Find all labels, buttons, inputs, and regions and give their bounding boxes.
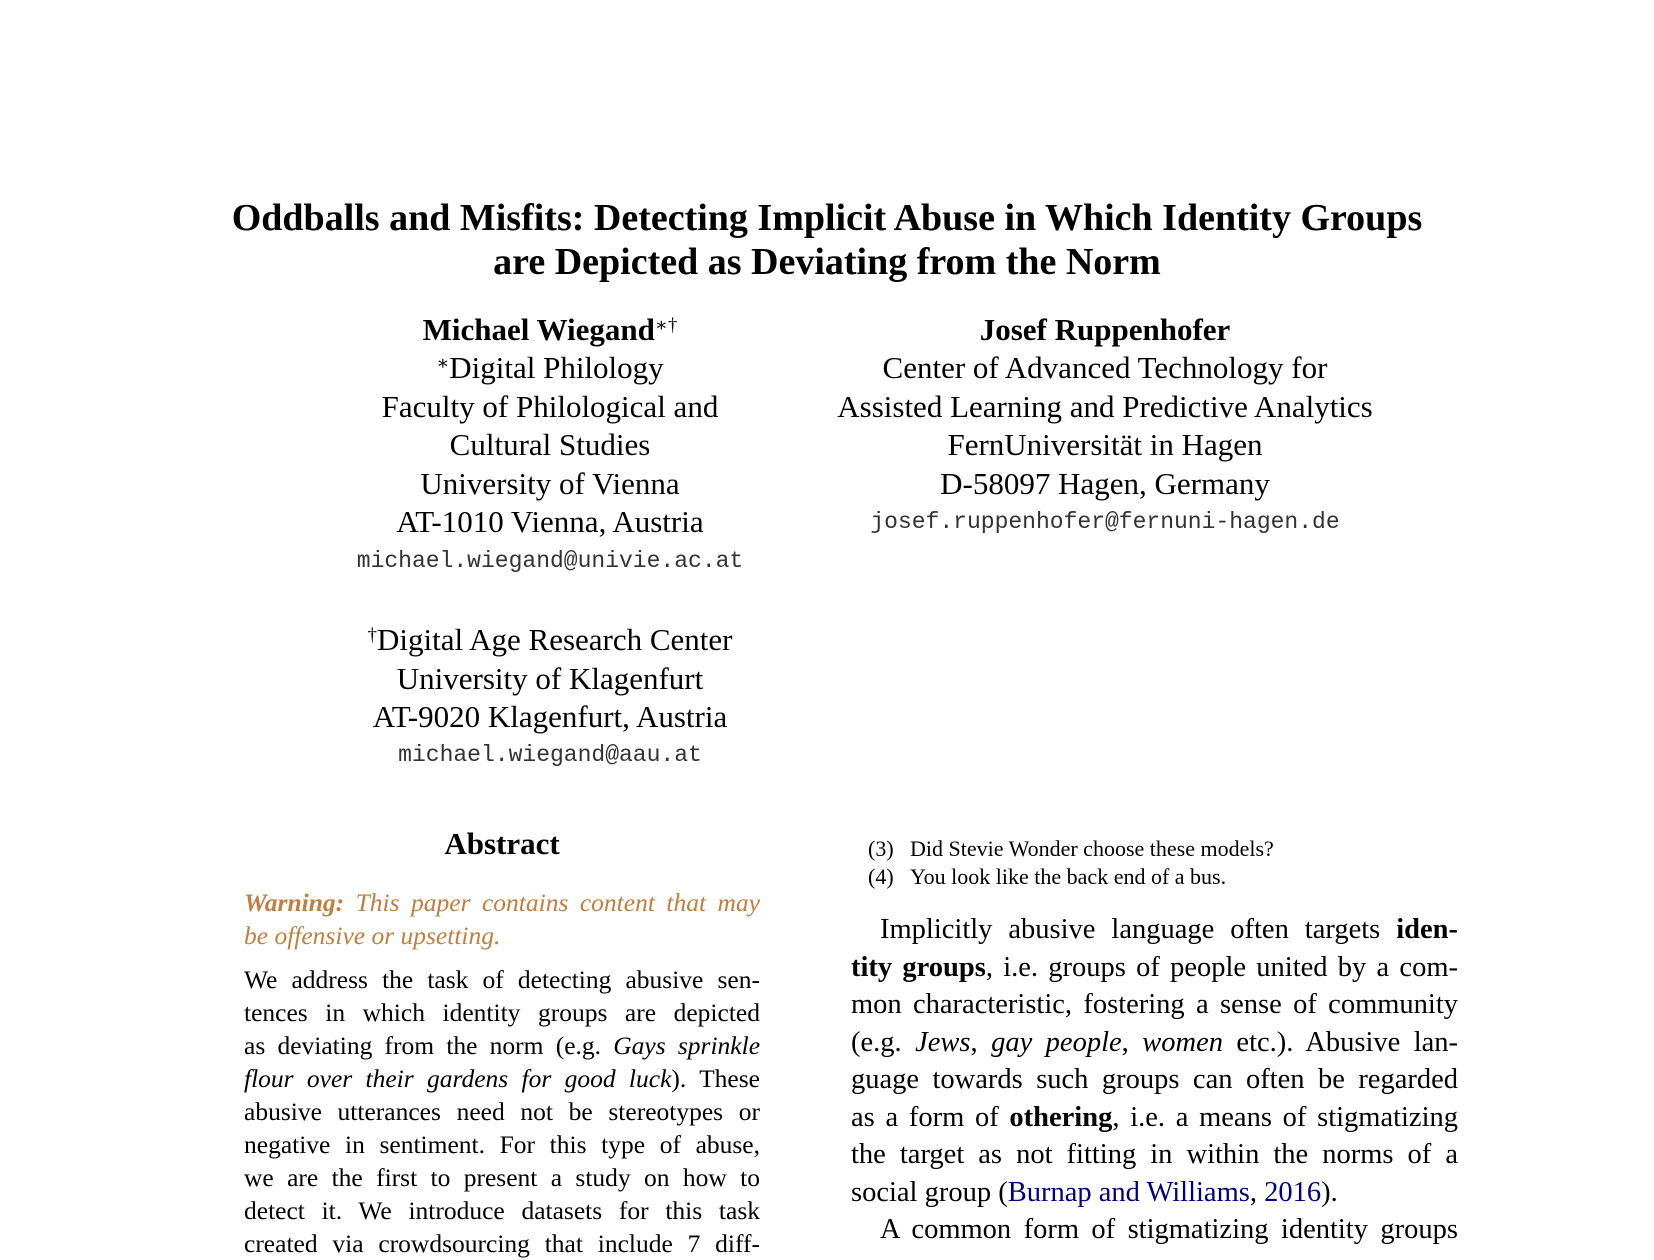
affiliation-line: AT-9020 Klagenfurt, Austria <box>372 698 728 734</box>
paragraph-text: Implicitly abusive language often targets <box>880 914 1397 945</box>
author-email[interactable]: josef.ruppenhofer@fernuni-hagen.de <box>870 509 1340 535</box>
warning-line-2: be offensive or upsetting. <box>244 921 501 950</box>
citation-link-authors[interactable]: Burnap and Williams <box>1007 1176 1250 1208</box>
title-line-1: Oddballs and Misfits: Detecting Implicit Abuse in Which Identity Groups <box>231 197 1423 239</box>
paragraph-line <box>851 911 1458 949</box>
paragraph-text: , <box>970 1026 992 1058</box>
abstract-text: ). These <box>671 1064 760 1093</box>
affiliation-line: FernUniversität in Hagen <box>947 427 1263 462</box>
paragraph-text: etc.). Abusive lan- <box>1222 1026 1459 1058</box>
abstract-line <box>244 1029 760 1062</box>
abstract-text: as deviating from the norm (e.g. <box>244 1031 602 1060</box>
affiliation-text: Digital Philology <box>449 350 664 385</box>
affiliation-line: AT-1010 Vienna, Austria <box>396 504 704 539</box>
author-email[interactable]: michael.wiegand@univie.ac.at <box>356 547 744 574</box>
affiliation-line: University of Klagenfurt <box>396 660 704 696</box>
example-text: You look like the back end of a bus. <box>910 863 1227 889</box>
paragraph-text: (e.g. <box>851 1026 916 1058</box>
abstract-line <box>244 1062 760 1095</box>
affiliation-line: Center of Advanced Technology for <box>882 350 1328 385</box>
paragraph-text: , i.e. groups of people united by a com- <box>985 951 1458 983</box>
paragraph-line <box>851 1174 1458 1212</box>
paragraph-text: , <box>1121 1026 1143 1058</box>
paragraph-line <box>851 1024 1458 1062</box>
term-bold: iden- <box>1396 914 1458 945</box>
citation-link-year[interactable]: 2016 <box>1264 1176 1322 1208</box>
author-block-ruppenhofer <box>790 311 1420 537</box>
affiliation-line: Cultural Studies <box>449 427 651 462</box>
affiliation-text: Digital Age Research Center <box>376 622 733 657</box>
affiliation-line: Assisted Learning and Predictive Analytics <box>837 388 1373 424</box>
paragraph-text: as a form of <box>851 1101 1010 1133</box>
author-email[interactable]: michael.wiegand@aau.at <box>398 741 702 768</box>
paper-title <box>0 196 1654 284</box>
paragraph-line: mon characteristic, fostering a sense of community <box>851 989 1458 1020</box>
author-name-text: Michael Wiegand <box>422 312 655 347</box>
paragraph-text: , i.e. a means of stigmatizing <box>1112 1101 1458 1133</box>
warning-line-1 <box>244 886 760 919</box>
abstract-body <box>244 963 760 1260</box>
example-italic: Jews <box>915 1026 971 1058</box>
author-name <box>300 311 800 349</box>
author-name: Josef Ruppenhofer <box>979 312 1231 347</box>
affiliation-line: Faculty of Philological and <box>381 388 719 424</box>
title-line-2: are Depicted as Deviating from the Norm <box>493 241 1161 283</box>
abstract-line: we are the first to present a study on how to <box>244 1163 760 1192</box>
example-italic: gay people <box>991 1026 1122 1058</box>
example-italic: flour over their gardens for good luck <box>244 1064 672 1093</box>
abstract-line: created via crowdsourcing that include 7 diff- <box>244 1229 760 1258</box>
examples-list <box>868 835 1468 890</box>
author-block-wiegand <box>300 311 800 576</box>
paragraph-text: ). <box>1321 1176 1338 1208</box>
paragraph-line <box>851 1099 1458 1137</box>
affiliation-mark: † <box>367 625 377 646</box>
paragraph-line: guage towards such groups can often be regarded <box>851 1064 1458 1095</box>
abstract-line: tences in which identity groups are depicted <box>244 998 760 1027</box>
affiliation-line: University of Vienna <box>420 465 680 501</box>
term-bold: tity groups <box>851 951 986 983</box>
example-item <box>868 863 1468 891</box>
affiliation-line <box>300 621 800 660</box>
paragraph-line: A common form of stigmatizing identity groups <box>880 1214 1458 1245</box>
affiliation-mark: ∗ <box>436 353 450 374</box>
affiliation-line <box>300 349 800 388</box>
abstract-line: abusive utterances need not be stereotypes or <box>244 1097 760 1126</box>
content-warning <box>244 886 760 952</box>
example-number: (4) <box>868 863 894 889</box>
example-number: (3) <box>868 836 894 861</box>
warning-label: Warning: <box>244 888 345 917</box>
term-bold: othering <box>1009 1101 1113 1133</box>
author-marks: ∗† <box>654 315 678 336</box>
example-item <box>868 835 1468 863</box>
paragraph-text: social group ( <box>851 1176 1008 1208</box>
abstract-line: negative in sentiment. For this type of abuse, <box>244 1130 760 1159</box>
abstract-line: We address the task of detecting abusive sen- <box>244 965 760 994</box>
paragraph-line <box>851 949 1458 987</box>
paragraph-line: the target as not fitting in within the norms of a <box>851 1139 1458 1170</box>
example-italic: women <box>1142 1026 1223 1058</box>
abstract-heading: Abstract <box>444 826 560 861</box>
example-text: Did Stevie Wonder choose these models? <box>910 836 1274 861</box>
intro-paragraph <box>851 911 1458 1249</box>
example-italic: Gays sprinkle <box>613 1031 761 1060</box>
affiliation-line: D-58097 Hagen, Germany <box>940 465 1270 501</box>
author-second-affiliation <box>300 621 800 770</box>
abstract-line: detect it. We introduce datasets for this task <box>244 1196 760 1225</box>
warning-text: This paper contains content that may <box>355 888 760 917</box>
paragraph-text: , <box>1249 1176 1265 1208</box>
